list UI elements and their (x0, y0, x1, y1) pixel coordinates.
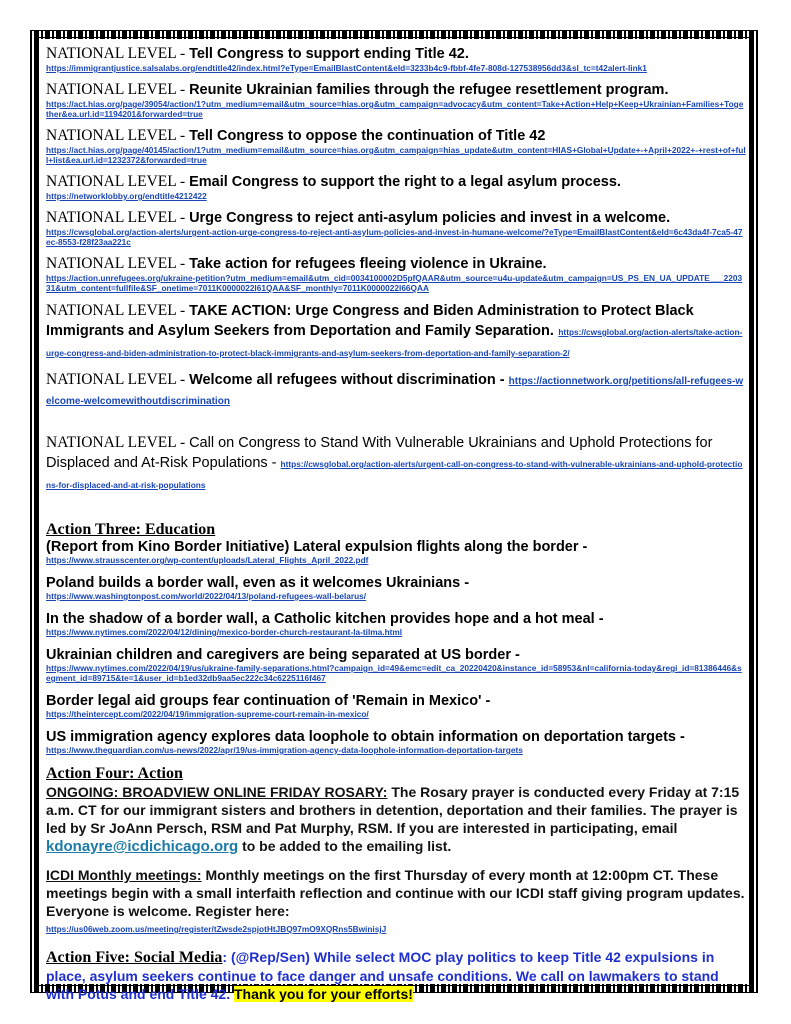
item-title: Welcome all refugees without discrimination - (189, 372, 509, 388)
item-title: Reunite Ukrainian families through the refugee resettlement program. (189, 82, 669, 98)
item-title: Border legal aid groups fear continuation of 'Remain in Mexico' - (46, 693, 491, 709)
item-link[interactable]: https://www.nytimes.com/2022/04/12/dining/mexico-border-church-restaurant-la-tilma.html (46, 627, 403, 637)
item-link[interactable]: https://cwsglobal.org/action-alerts/urgent-call-on-congress-to-stand-with-vulnerable-ukrainians-and-uphold-protections-for-displaced-and-at-risk-populations (46, 459, 743, 490)
icdi-label: ICDI Monthly meetings: (46, 867, 202, 883)
item-title: Tell Congress to oppose the continuation of Title 42 (189, 128, 546, 144)
thanks-highlight: Thank you for your efforts! (234, 986, 413, 1002)
national-item-7: NATIONAL LEVEL - TAKE ACTION: Urge Congress and Biden Administration to Protect Black Immigrants and Asylum Seekers from Deportation and Family Separation. https://cwsglobal.org/action-alerts/take-action-urge-congress-and-biden-administration-to-protect-black-immigrants-and-asylum-seekers-from-deportation-and-family-separation-2/ (46, 302, 743, 358)
education-item-1 (46, 539, 746, 565)
item-link[interactable]: https://cwsglobal.org/action-alerts/urgent-action-urge-congress-to-reject-anti-asylum-policies-and-invest-in-humane-welcome/?eType=EmailBlastContent&eId=6c43da4f-7ca5-47ec-8553-f28f23aa221c (46, 227, 743, 247)
item-title: In the shadow of a border wall, a Catholic kitchen provides hope and a hot meal - (46, 611, 604, 627)
item-title: Ukrainian children and caregivers are being separated at US border - (46, 647, 520, 663)
national-item-6: NATIONAL LEVEL - Take action for refugees fleeing violence in Ukraine. https://action.unrefugees.org/ukraine-petition?utm_medium=email&utm_cid=0034100002D5pfQAAR&utm_source=u4u-update&utm_campaign=US_PS_EN_UA_UPDATE___220331&utm_content=fullfile&SF_onetime=7011K0000022l61QAA&SF_monthly=7011K0000022l66QAA (46, 255, 746, 293)
item-title: Email Congress to support the right to a legal asylum process. (189, 174, 621, 190)
social-message: (@Rep/Sen) While select MOC play politics to keep Title 42 expulsions in place, asylum seekers continue to face danger and unsafe conditions. We call on lawmakers to stand with Potus and end Title 42. (46, 949, 719, 1002)
section-heading-action: Action Four: Action (46, 765, 183, 782)
education-item-3 (46, 611, 746, 637)
item-link[interactable]: https://www.theguardian.com/us-news/2022/apr/19/us-immigration-agency-data-loophole-information-deportation-targets (46, 745, 523, 755)
email-link[interactable]: kdonayre@icdichicago.org (46, 838, 239, 855)
zoom-register-link[interactable]: https://us06web.zoom.us/meeting/register/tZwsde2spjotHtJBQ97mO9XQRns5BwinisjJ (46, 924, 387, 934)
icdi-paragraph: ICDI Monthly meetings: Monthly meetings on the first Thursday of every month at 12:00pm CT. These meetings begin with a small interfaith reflection and continue with our ICDI staff giving program updates. Everyone is welcome. Register here: https://us06web.zoom.us/meeting/register/tZwsde2spjotHtJBQ97mO9XQRns5BwinisjJ (46, 866, 746, 938)
national-item-5: NATIONAL LEVEL - Urge Congress to reject anti-asylum policies and invest in a welcome. https://cwsglobal.org/action-alerts/urgent-action-urge-congress-to-reject-anti-asylum-policies-and-invest-in-humane-welcome/?eType=EmailBlastContent&eId=6c43da4f-7ca5-47ec-8553-f28f23aa221c (46, 209, 746, 247)
education-item-2 (46, 575, 746, 601)
item-title: Urge Congress to reject anti-asylum policies and invest in a welcome. (189, 210, 671, 226)
item-title: TAKE ACTION: Urge Congress and Biden Administration to Protect Black Immigrants and Asylum Seekers from Deportation and Family Separation. (46, 303, 694, 339)
item-link[interactable]: https://www.strausscenter.org/wp-content/uploads/Lateral_Flights_April_2022.pdf (46, 555, 369, 565)
rosary-paragraph: ONGOING: BROADVIEW ONLINE FRIDAY ROSARY: The Rosary prayer is conducted every Friday at 7:15 a.m. CT for our immigrant sisters and brothers in detention, deportation and their families. The prayer is led by Sr JoAnn Persch, RSM and Pat Murphy, RSM. If you are interested in participating, email kdonayre@icdichicago.org to be added to the emailing list. (46, 784, 740, 855)
item-title: Tell Congress to support ending Title 42. (189, 46, 469, 62)
section-heading-education: Action Three: Education (46, 521, 216, 538)
national-item-2: NATIONAL LEVEL - Reunite Ukrainian families through the refugee resettlement program. https://act.hias.org/page/39054/action/1?utm_medium=email&utm_source=hias.org&utm_campaign=advocacy&utm_content=Take+Action+Help+Keep+Ukrainian+Families+Together&ea.url.id=1194201&forwarded=true (46, 81, 746, 119)
education-item-4 (46, 647, 746, 683)
national-item-4: NATIONAL LEVEL - Email Congress to support the right to a legal asylum process. https://networklobby.org/endtitle4212422 (46, 173, 746, 201)
item-link[interactable]: https://networklobby.org/endtitle4212422 (46, 191, 207, 201)
item-title: Poland builds a border wall, even as it welcomes Ukrainians - (46, 575, 470, 591)
item-title: Call on Congress to Stand With Vulnerable Ukrainians and Uphold Protections for Displaced and At-Risk Populations - (46, 435, 713, 471)
national-item-1: NATIONAL LEVEL - Tell Congress to support ending Title 42. https://immigrantjustice.salsalabs.org/endtitle42/index.html?eType=EmailBlastContent&eId=3233b4c9-fbbf-4fe7-808d-127538956dd3&sl_tc=t42alert-link1 (46, 45, 746, 73)
social-media-paragraph: Action Five: Social Media: (@Rep/Sen) While select MOC play politics to keep Title 42 expulsions in place, asylum seekers continue to face danger and unsafe conditions. We call on lawmakers to stand with Potus and end Title 42. Thank you for your efforts! (46, 949, 719, 1002)
section-heading-social: Action Five: Social Media (46, 949, 223, 966)
item-title: Take action for refugees fleeing violence in Ukraine. (189, 256, 547, 272)
item-link[interactable]: https://cwsglobal.org/action-alerts/take-action-urge-congress-and-biden-administration-to-protect-black-immigrants-and-asylum-seekers-from-deportation-and-family-separation-2/ (46, 327, 743, 358)
education-item-5 (46, 693, 746, 719)
education-item-6 (46, 729, 746, 755)
item-link[interactable]: https://act.hias.org/page/39054/action/1?utm_medium=email&utm_source=hias.org&utm_campaign=advocacy&utm_content=Take+Action+Help+Keep+Ukrainian+Families+Together&ea.url.id=1194201&forwarded=true (46, 99, 744, 119)
item-link[interactable]: https://act.hias.org/page/40145/action/1?utm_medium=email&utm_source=hias.org&utm_campaign=hias_update&utm_content=HIAS+Global+Update+-+April+2022+-+rest+of+full+list&ea.url.id=1232372&forwarded=true (46, 145, 746, 165)
national-item-3: NATIONAL LEVEL - Tell Congress to oppose the continuation of Title 42 https://act.hias.org/page/40145/action/1?utm_medium=email&utm_source=hias.org&utm_campaign=hias_update&utm_content=HIAS+Global+Update+-+April+2022+-+rest+of+full+list&ea.url.id=1232372&forwarded=true (46, 127, 746, 165)
item-link[interactable]: https://www.washingtonpost.com/world/2022/04/13/poland-refugees-wall-belarus/ (46, 591, 367, 601)
rosary-label: ONGOING: BROADVIEW ONLINE FRIDAY ROSARY: (46, 784, 388, 800)
item-title: US immigration agency explores data loophole to obtain information on deportation targets - (46, 729, 685, 745)
item-link[interactable]: https://www.nytimes.com/2022/04/19/us/ukraine-family-separations.html?campaign_id=49&emc=edit_ca_20220420&instance_id=58953&nl=california-today&regi_id=81386446&segment_id=89715&te=1&user_id=b1ed32db9aa5ec222c34c6225116f467 (46, 663, 742, 683)
item-link[interactable]: https://immigrantjustice.salsalabs.org/endtitle42/index.html?eType=EmailBlastContent&eId=3233b4c9-fbbf-4fe7-808d-127538956dd3&sl_tc=t42alert-link1 (46, 63, 647, 73)
item-link[interactable]: https://action.unrefugees.org/ukraine-petition?utm_medium=email&utm_cid=0034100002D5pfQAAR&utm_source=u4u-update&utm_campaign=US_PS_EN_UA_UPDATE___220331&utm_content=fullfile&SF_onetime=7011K0000022l61QAA&SF_monthly=7011K0000022l66QAA (46, 273, 743, 293)
document-body (46, 45, 746, 1003)
item-link[interactable]: https://actionnetwork.org/petitions/all-refugees-welcome-welcomewithoutdiscrimination (46, 376, 744, 407)
national-item-9: NATIONAL LEVEL - Call on Congress to Stand With Vulnerable Ukrainians and Uphold Protections for Displaced and At-Risk Populations - https://cwsglobal.org/action-alerts/urgent-call-on-congress-to-stand-with-vulnerable-ukrainians-and-uphold-protections-for-displaced-and-at-risk-populations (46, 434, 743, 490)
item-title: (Report from Kino Border Initiative) Lateral expulsion flights along the border - (46, 539, 588, 555)
national-item-8: NATIONAL LEVEL - Welcome all refugees without discrimination - https://actionnetwork.org/petitions/all-refugees-welcome-welcomewithoutdiscrimination (46, 371, 744, 407)
item-link[interactable]: https://theintercept.com/2022/04/19/immigration-supreme-court-remain-in-mexico/ (46, 709, 369, 719)
